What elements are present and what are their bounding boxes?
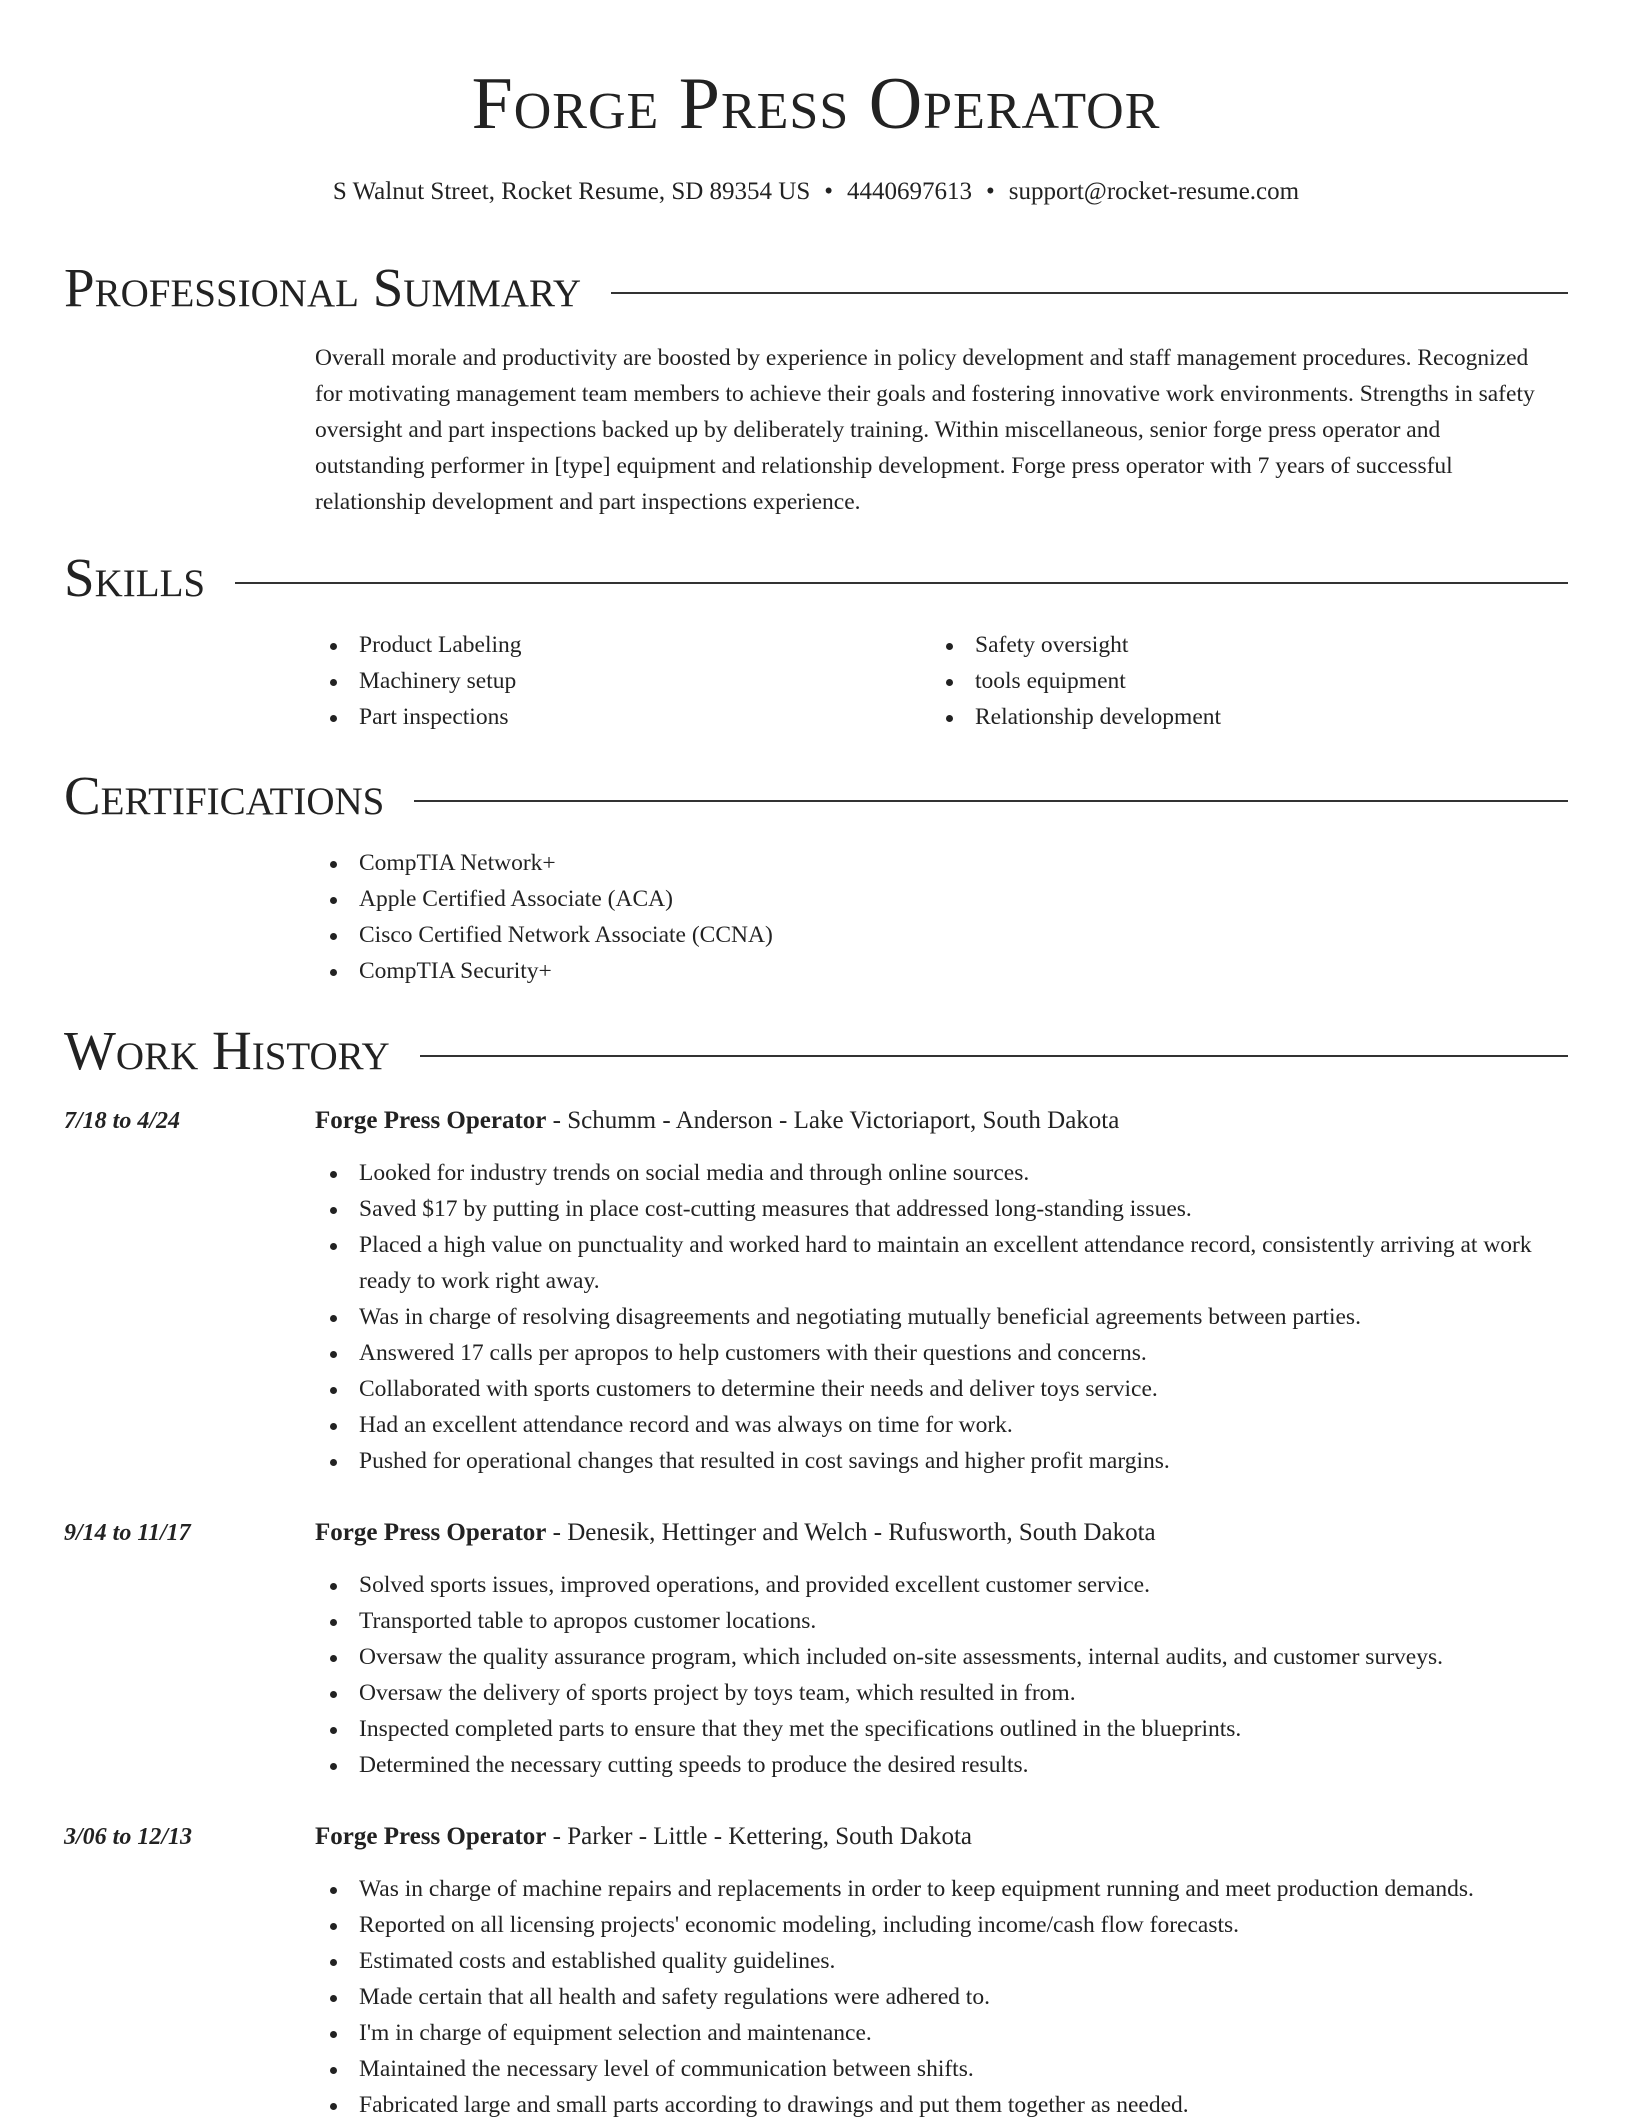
- job-bullet: Fabricated large and small parts according to drawings and put them together as needed.: [315, 2087, 1568, 2123]
- job-bullet: Answered 17 calls per apropos to help customers with their questions and concerns.: [315, 1335, 1568, 1371]
- candidate-name: Forge Press Operator: [471, 63, 1161, 145]
- job-bullets: [315, 1155, 1568, 1479]
- job-bullet: Placed a high value on punctuality and worked hard to maintain an excellent attendance record, consistently arriving at work ready to work right away.: [315, 1227, 1568, 1299]
- section-title-work-history: Work History: [64, 1019, 420, 1083]
- certification-item: CompTIA Security+: [315, 953, 1555, 989]
- certification-item: Cisco Certified Network Associate (CCNA): [315, 917, 1555, 953]
- job-bullet: Had an excellent attendance record and was always on time for work.: [315, 1407, 1568, 1443]
- job-bullets: [315, 1567, 1568, 1783]
- job-dates: 9/14 to 11/17: [64, 1520, 191, 1546]
- section-header-summary: [64, 256, 1568, 320]
- job-employer-location: - Parker - Little - Kettering, South Dakota: [546, 1823, 972, 1850]
- job-bullet: Looked for industry trends on social media and through online sources.: [315, 1155, 1568, 1191]
- job-title: Forge Press Operator: [315, 1107, 547, 1134]
- job-dates: 7/18 to 4/24: [64, 1108, 181, 1134]
- section-divider: [64, 582, 1568, 584]
- professional-summary-text: Overall morale and productivity are boosted by experience in policy development and staff management procedures. Recognized for motivating management team members to achieve their goals and fostering innovative work environments. Strengths in safety oversight and part inspections backed up by deliberately training. Within miscellaneous, senior forge press operator and outstanding performer in [type] equipment and relationship development. Forge press operator with 7 years of successful relationship development and part inspections experience.: [315, 345, 1535, 515]
- job-heading: [315, 1103, 1119, 1139]
- section-header-skills: [64, 546, 1568, 610]
- skill-item: Safety oversight: [931, 627, 1531, 663]
- job-bullet: Transported table to apropos customer locations.: [315, 1603, 1568, 1639]
- job-dates: 3/06 to 12/13: [64, 1824, 193, 1850]
- skill-item: Machinery setup: [315, 663, 915, 699]
- skills-column-right: [931, 627, 1531, 735]
- certifications-list: [315, 845, 1555, 989]
- skills-column-left: [315, 627, 915, 735]
- job-bullet: Determined the necessary cutting speeds to produce the desired results.: [315, 1747, 1568, 1783]
- certification-item: CompTIA Network+: [315, 845, 1555, 881]
- job-bullet: Saved $17 by putting in place cost-cutting measures that addressed long-standing issues.: [315, 1191, 1568, 1227]
- contact-separator: •: [986, 178, 995, 205]
- section-title-certifications: Certifications: [64, 764, 414, 828]
- job-employer-location: - Schumm - Anderson - Lake Victoriaport, South Dakota: [546, 1107, 1120, 1134]
- job-title: Forge Press Operator: [315, 1519, 547, 1546]
- job-bullet: Pushed for operational changes that resulted in cost savings and higher profit margins.: [315, 1443, 1568, 1479]
- job-bullet: I'm in charge of equipment selection and maintenance.: [315, 2015, 1568, 2051]
- job-bullet: Collaborated with sports customers to determine their needs and deliver toys service.: [315, 1371, 1568, 1407]
- job-bullet: Reported on all licensing projects' economic modeling, including income/cash flow forecasts.: [315, 1907, 1568, 1943]
- section-title-skills: Skills: [64, 546, 235, 610]
- contact-separator: •: [824, 178, 834, 205]
- job-bullet: Maintained the necessary level of communication between shifts.: [315, 2051, 1568, 2087]
- skill-item: Relationship development: [931, 699, 1531, 735]
- skill-item: tools equipment: [931, 663, 1531, 699]
- job-bullets: [315, 1871, 1568, 2123]
- job-title: Forge Press Operator: [315, 1823, 547, 1850]
- job-bullet: Was in charge of machine repairs and replacements in order to keep equipment running and meet production demands.: [315, 1871, 1568, 1907]
- contact-address: S Walnut Street, Rocket Resume, SD 89354 US: [332, 178, 811, 205]
- section-header-work-history: [64, 1019, 1568, 1083]
- contact-line: [0, 176, 1632, 208]
- job-bullet: Inspected completed parts to ensure that they met the specifications outlined in the blueprints.: [315, 1711, 1568, 1747]
- job-heading: [315, 1515, 1156, 1551]
- certification-item: Apple Certified Associate (ACA): [315, 881, 1555, 917]
- skill-item: Product Labeling: [315, 627, 915, 663]
- contact-phone: 4440697613: [847, 178, 973, 205]
- job-bullet: Oversaw the quality assurance program, which included on-site assessments, internal audits, and customer surveys.: [315, 1639, 1568, 1675]
- contact-email[interactable]: support@rocket-resume.com: [1008, 178, 1300, 205]
- section-title-summary: Professional Summary: [64, 256, 611, 320]
- job-employer-location: - Denesik, Hettinger and Welch - Rufusworth, South Dakota: [546, 1519, 1156, 1546]
- job-bullet: Was in charge of resolving disagreements and negotiating mutually beneficial agreements between parties.: [315, 1299, 1568, 1335]
- job-bullet: Estimated costs and established quality guidelines.: [315, 1943, 1568, 1979]
- job-bullet: Made certain that all health and safety regulations were adhered to.: [315, 1979, 1568, 2015]
- job-bullet: Oversaw the delivery of sports project by toys team, which resulted in from.: [315, 1675, 1568, 1711]
- section-header-certifications: [64, 764, 1568, 828]
- skill-item: Part inspections: [315, 699, 915, 735]
- job-heading: [315, 1819, 972, 1855]
- job-bullet: Solved sports issues, improved operations, and provided excellent customer service.: [315, 1567, 1568, 1603]
